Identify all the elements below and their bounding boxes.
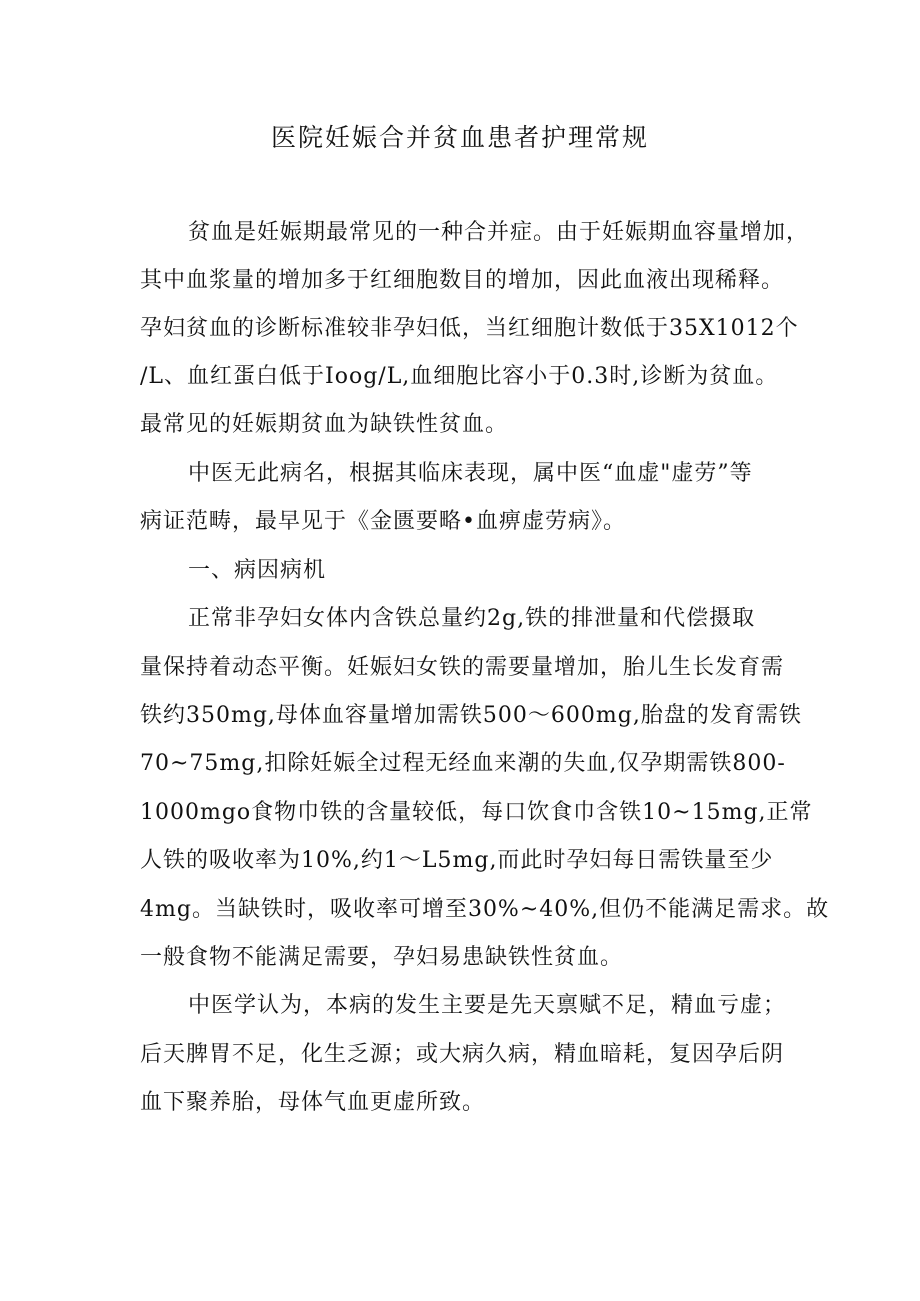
text-line: 正常非孕妇女体内含铁总量约2g,铁的排泄量和代偿摄取 — [188, 606, 756, 631]
text-line: 血下聚养胎，母体气血更虚所致。 — [140, 1090, 486, 1115]
text-line: 1000mgo食物巾铁的含量较低，每口饮食巾含铁10~15mg,正常 — [140, 800, 813, 825]
text-line: 后天脾胃不足，化生乏源；或大病久病，精血暗耗，复因孕后阴 — [140, 1042, 785, 1067]
text-line: /L、血红蛋白低于Ioog/L,血细胞比容小于0.3时,诊断为贫血。 — [140, 364, 779, 389]
text-line: 其中血浆量的增加多于红细胞数目的增加，因此血液出现稀释。 — [140, 268, 785, 293]
text-line: 病证范畴，最早见于《金匮要略•血痹虚劳病》。 — [140, 509, 626, 534]
text-line: 铁约350mg,母体血容量增加需铁500～600mg,胎盘的发育需铁 — [140, 703, 802, 728]
text-line: 最常见的妊娠期贫血为缺铁性贫血。 — [140, 412, 509, 437]
text-line: 4mg。当缺铁时，吸收率可增至30%~40%,但仍不能满足需求。故 — [140, 897, 830, 922]
text-line: 量保持着动态平衡。妊娠妇女铁的需要量增加，胎儿生长发育需 — [140, 655, 785, 680]
text-line: 贫血是妊娠期最常见的一种合并症。由于妊娠期血容量增加， — [188, 220, 810, 245]
text-line: 孕妇贫血的诊断标准较非孕妇低，当红细胞计数低于35X1012个 — [140, 316, 799, 341]
text-line: 70~75mg,扣除妊娠全过程无经血来潮的失血,仅孕期需铁800- — [140, 751, 786, 776]
text-line: 中医学认为，本病的发生主要是先天禀赋不足，精血亏虚； — [188, 993, 787, 1018]
document-title: 医院妊娠合并贫血患者护理常规 — [270, 123, 649, 152]
section-heading: 一、病因病机 — [188, 558, 327, 583]
text-line: 中医无此病名，根据其临床表现，属中医“血虚"虚劳”等 — [188, 461, 753, 486]
text-line: 人铁的吸收率为10%,约1～L5mg,而此时孕妇每日需铁量至少 — [140, 848, 774, 873]
text-line: 一般食物不能满足需要，孕妇易患缺铁性贫血。 — [140, 945, 624, 970]
